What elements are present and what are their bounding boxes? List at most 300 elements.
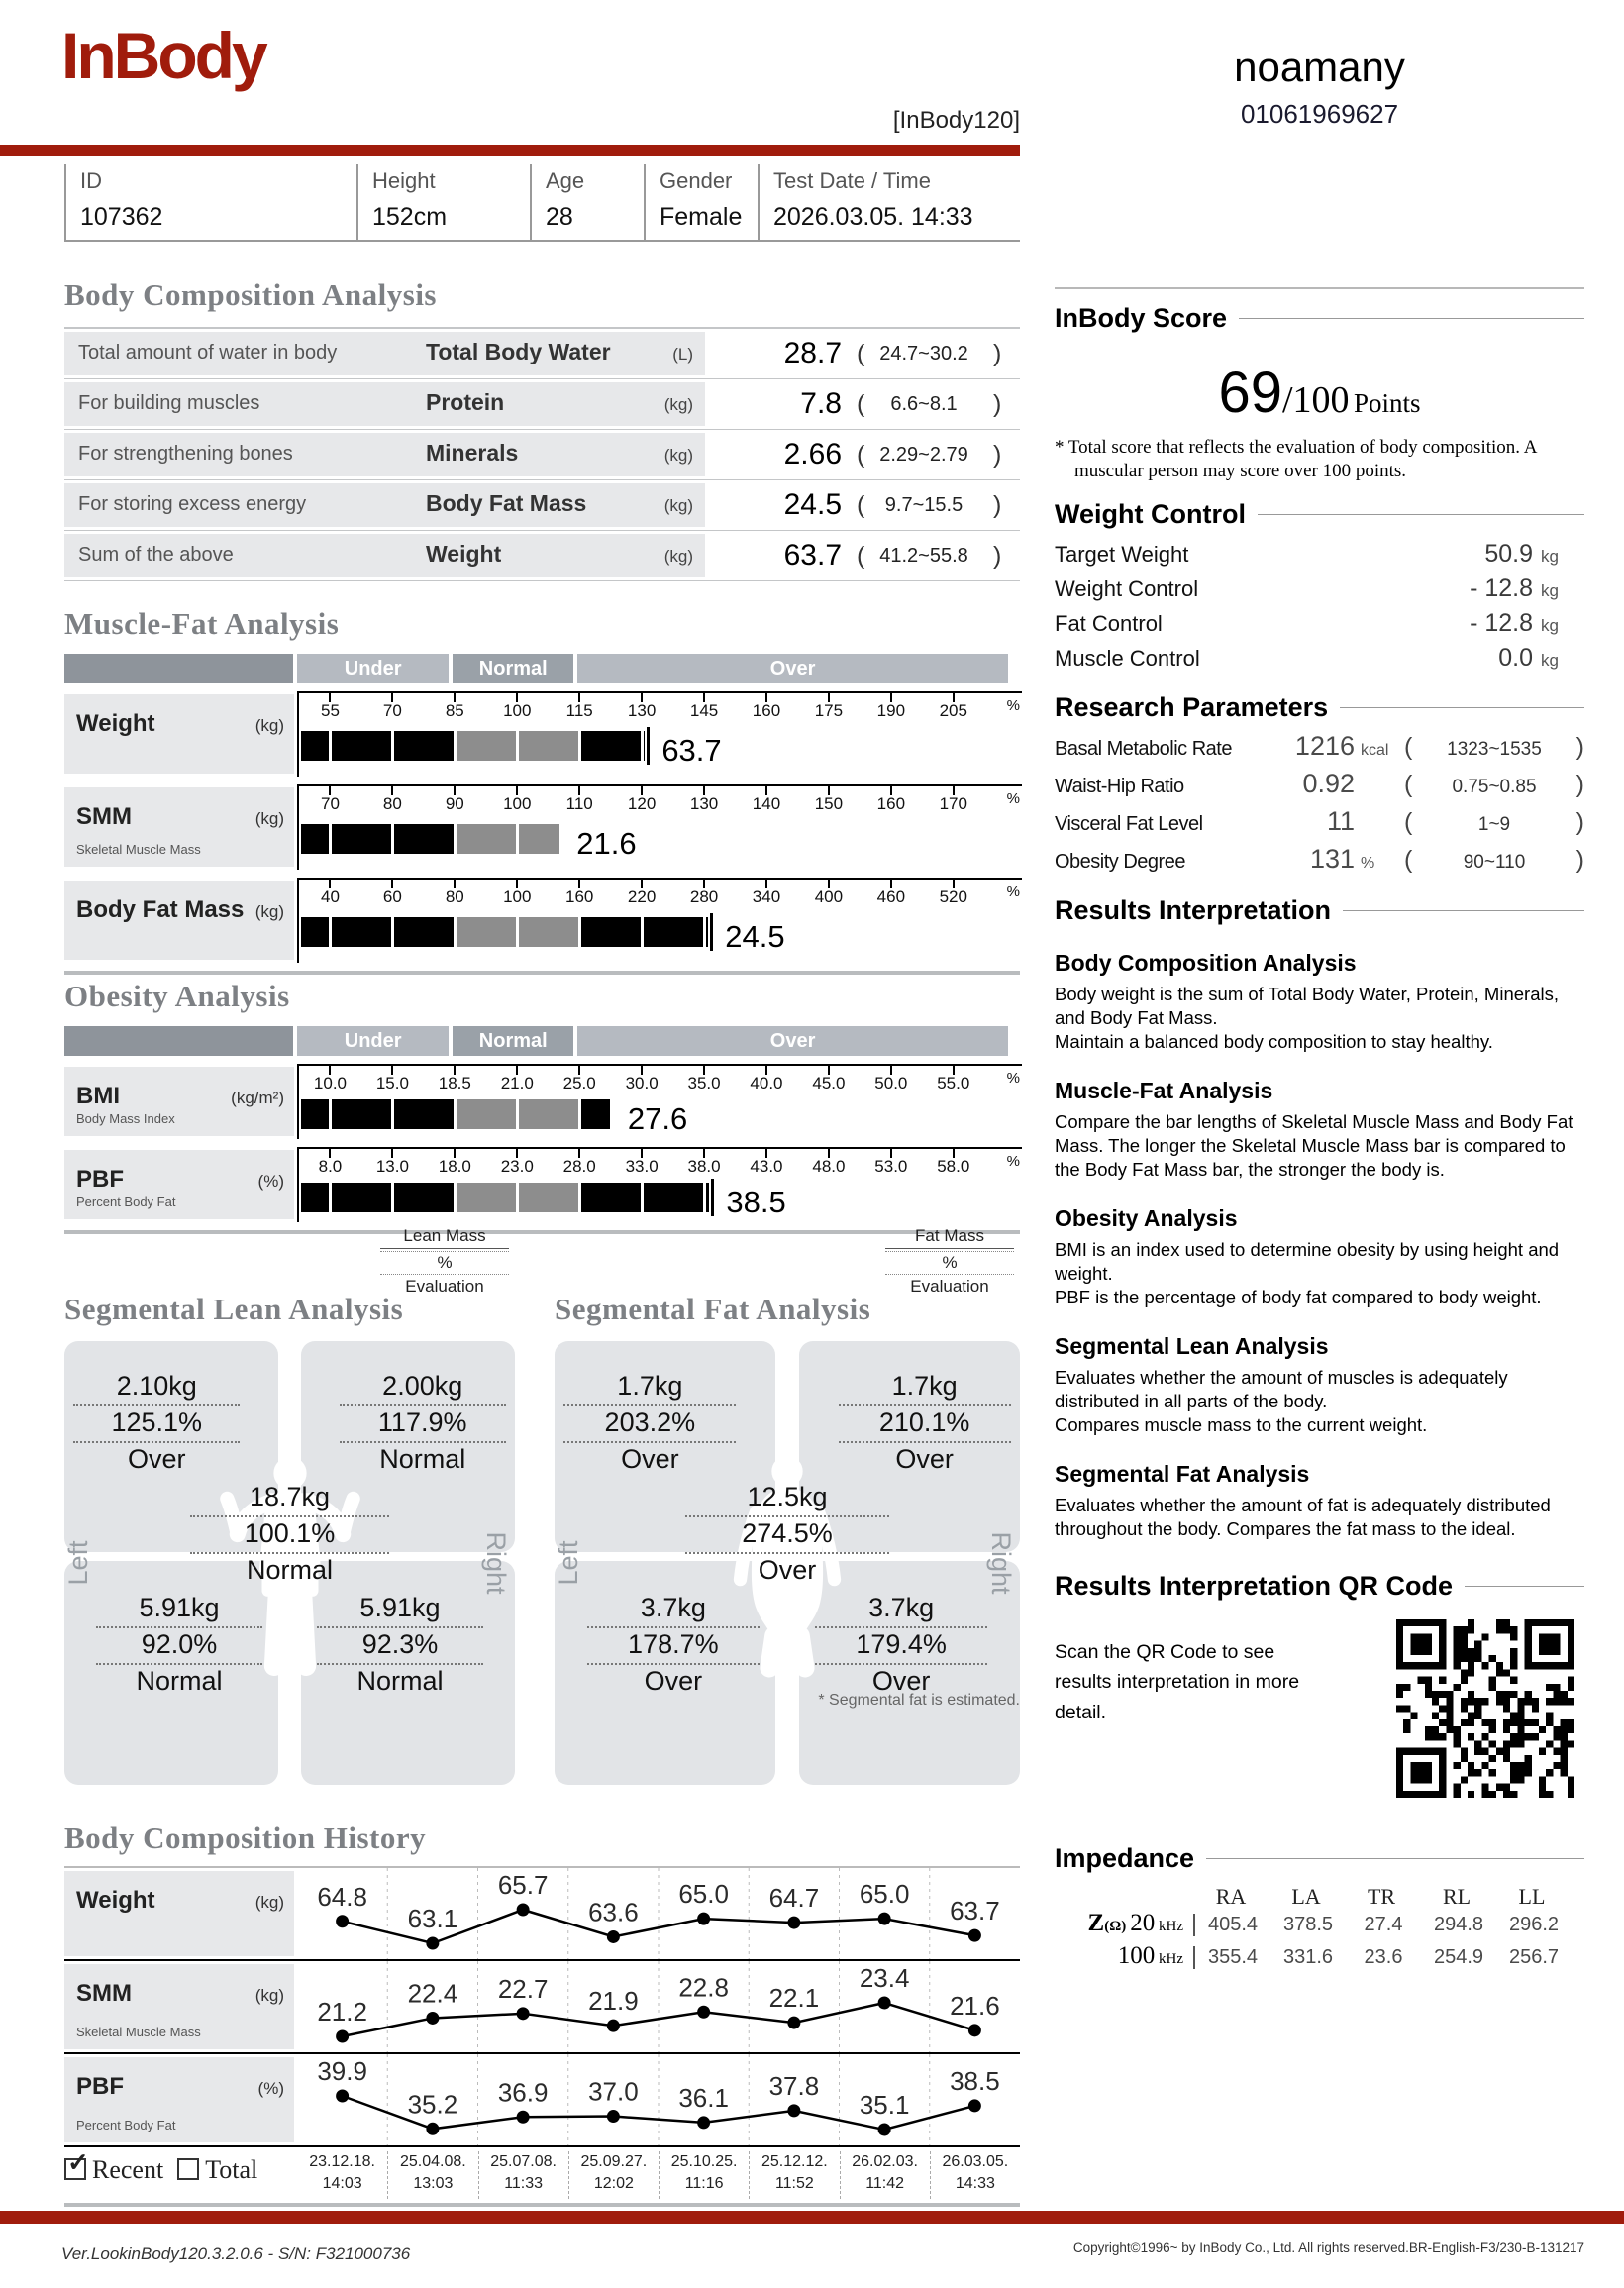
history-data-point bbox=[426, 2012, 439, 2025]
section-title-history: Body Composition History bbox=[64, 1820, 427, 1855]
axis-tick-label: 130 bbox=[627, 701, 657, 720]
history-row-name: PBF bbox=[76, 2073, 124, 2100]
bca-normal-range: 2.29~2.79 bbox=[879, 444, 968, 466]
id-field-value: 2026.03.05. 14:33 bbox=[773, 203, 973, 231]
axis-tick-label: 33.0 bbox=[625, 1157, 659, 1176]
axis-tick-label: 205 bbox=[939, 701, 967, 720]
history-data-label: 22.8 bbox=[678, 1972, 729, 2003]
axis-tick-label: 100 bbox=[503, 701, 532, 720]
id-field-value: 28 bbox=[546, 203, 573, 231]
qr-code bbox=[1396, 1619, 1574, 1803]
rp-value: 0.92 bbox=[1302, 768, 1355, 798]
history-data-label: 37.8 bbox=[768, 2070, 820, 2101]
weight-control-row bbox=[1055, 644, 1584, 678]
history-date bbox=[297, 2151, 387, 2199]
id-field-label: Age bbox=[546, 168, 585, 193]
segment-percent-value: 125.1% bbox=[73, 1406, 240, 1443]
research-parameters-heading: Research Parameters bbox=[1055, 692, 1584, 723]
interpretation-paragraph: BMI is an index used to determine obesity by using height and weight. bbox=[1055, 1238, 1560, 1284]
history-row-subname: Percent Body Fat bbox=[76, 2118, 176, 2132]
weight-control-row bbox=[1055, 574, 1584, 609]
axis-percent-label: % bbox=[1006, 697, 1020, 714]
history-data-point bbox=[336, 2090, 349, 2103]
bar-row-smm bbox=[64, 784, 1020, 870]
history-row-name: Weight bbox=[76, 1887, 155, 1914]
segment-evaluation: Over bbox=[895, 1444, 954, 1475]
bar-segment bbox=[581, 917, 641, 947]
bar-value: 38.5 bbox=[726, 1185, 786, 1219]
right-column-divider bbox=[1055, 287, 1584, 289]
mf-rows bbox=[64, 691, 1020, 963]
history-data-point bbox=[968, 2024, 981, 2036]
segment-trunk bbox=[685, 1481, 890, 1589]
segment-arm-left bbox=[563, 1370, 736, 1478]
bar-row-label bbox=[64, 1067, 294, 1136]
bar-row-body-fat-mass bbox=[64, 878, 1020, 963]
bar-row-label bbox=[64, 881, 294, 960]
axis-tick-label: 13.0 bbox=[375, 1157, 409, 1176]
wc-unit: kg bbox=[1541, 580, 1559, 600]
axis-tick-label: 18.5 bbox=[438, 1074, 471, 1092]
axis-percent-label: % bbox=[1006, 884, 1020, 900]
segment-mass-value: 3.7kg bbox=[587, 1592, 760, 1628]
history-data-label: 65.0 bbox=[678, 1879, 729, 1910]
bca-paren-close: ) bbox=[993, 542, 1002, 570]
history-data-point bbox=[336, 2030, 349, 2043]
bar-row-bmi bbox=[64, 1064, 1020, 1139]
patient-phone: 01061969627 bbox=[1240, 99, 1399, 129]
bar-endcap bbox=[647, 727, 650, 765]
bar-segment bbox=[457, 731, 516, 761]
bar-segment bbox=[706, 917, 708, 947]
history-data-point bbox=[968, 2099, 981, 2112]
axis-tick-label: 55 bbox=[320, 701, 340, 720]
segment-trunk bbox=[190, 1481, 388, 1589]
history-date bbox=[840, 2151, 930, 2199]
bca-value: 2.66 bbox=[783, 438, 842, 470]
segment-arm-left bbox=[73, 1370, 240, 1478]
segment-arm-right bbox=[340, 1370, 506, 1478]
history-data-label: 35.1 bbox=[859, 2090, 910, 2120]
axis-tick-label: 85 bbox=[445, 701, 464, 720]
segment-percent-value: 92.3% bbox=[317, 1628, 483, 1665]
history-row-plot bbox=[297, 1868, 1020, 1959]
axis-tick-label: 160 bbox=[752, 701, 781, 720]
rp-range-value: 90~110 bbox=[1463, 851, 1526, 873]
history-data-point bbox=[878, 1997, 891, 2010]
segment-mass-value: 2.00kg bbox=[340, 1370, 506, 1406]
segment-arm-right bbox=[839, 1370, 1011, 1478]
wc-label: Fat Control bbox=[1055, 610, 1163, 636]
bar-row-unit: (kg) bbox=[254, 809, 284, 828]
bar-segment bbox=[301, 731, 329, 761]
axis-percent-label: % bbox=[1006, 790, 1020, 807]
impedance-header-row bbox=[1055, 1884, 1584, 1910]
bar-segment bbox=[519, 1099, 578, 1129]
bar-segment bbox=[519, 824, 559, 854]
total-label: Total bbox=[205, 2155, 258, 2184]
research-parameter-row bbox=[1055, 769, 1584, 806]
history-row-plot bbox=[297, 1961, 1020, 2052]
segment-mass-value: 1.7kg bbox=[839, 1370, 1011, 1406]
segment-leg-left bbox=[587, 1592, 760, 1700]
interpretation-paragraph: Evaluates whether the amount of fat is adequately distributed throughout the body. Compares the fat mass to the ideal. bbox=[1055, 1495, 1551, 1540]
history-data-label: 35.2 bbox=[407, 2089, 458, 2120]
history-row-label bbox=[64, 1871, 294, 1956]
rp-range-value: 0.75~0.85 bbox=[1452, 776, 1537, 797]
history-data-point bbox=[787, 2017, 800, 2029]
bar-row-unit: (kg/m²) bbox=[231, 1089, 284, 1107]
bar-segment bbox=[581, 1183, 641, 1212]
bar-segment bbox=[301, 1099, 329, 1129]
history-line-chart bbox=[297, 1868, 1020, 1959]
bca-paren-open: ( bbox=[857, 390, 865, 418]
axis-tick-label: 220 bbox=[627, 887, 657, 906]
axis-tick-label: 70 bbox=[382, 701, 402, 720]
rp-paren-close: ) bbox=[1575, 845, 1584, 874]
impedance-value: 27.4 bbox=[1364, 1914, 1403, 1936]
impedance-frequency: 20 bbox=[1130, 1910, 1156, 1937]
rp-paren-open: ( bbox=[1404, 732, 1413, 761]
history-data-label: 21.6 bbox=[950, 1990, 1000, 2021]
check-icon: ✓ bbox=[67, 2148, 89, 2177]
bar-row-name: Weight bbox=[76, 710, 155, 737]
seg-legend bbox=[380, 1226, 509, 1297]
impedance-value: 23.6 bbox=[1364, 1946, 1403, 1969]
impedance-heading: Impedance bbox=[1055, 1843, 1584, 1874]
bca-value: 24.5 bbox=[783, 488, 842, 521]
axis-tick-label: 115 bbox=[565, 701, 593, 720]
axis-tick-label: 520 bbox=[939, 887, 967, 906]
segment-mass-value: 5.91kg bbox=[96, 1592, 262, 1628]
seg-legend-percent-label: % bbox=[885, 1251, 1014, 1275]
interpretation-paragraph: Evaluates whether the amount of muscles is adequately distributed in all parts of the body. bbox=[1055, 1366, 1508, 1411]
axis-tick-label: 130 bbox=[689, 794, 719, 813]
section-title-segmental-lean: Segmental Lean Analysis bbox=[64, 1292, 404, 1326]
history-row-unit: (%) bbox=[257, 2079, 284, 2098]
bca-normal-range: 9.7~15.5 bbox=[884, 494, 964, 516]
patient-name: noamany bbox=[1234, 44, 1405, 90]
bca-row-protein bbox=[64, 379, 1020, 430]
bar-segment bbox=[457, 1099, 516, 1129]
bar-segment bbox=[457, 824, 516, 854]
bar-segment bbox=[332, 917, 391, 947]
bar-segment bbox=[457, 1183, 516, 1212]
interpretation-paragraph: Body weight is the sum of Total Body Water, Protein, Minerals, and Body Fat Mass. bbox=[1055, 983, 1559, 1028]
wc-unit: kg bbox=[1541, 650, 1559, 670]
impedance-value: 254.9 bbox=[1433, 1946, 1484, 1969]
side-label-right: Right bbox=[985, 1531, 1016, 1595]
id-field-id bbox=[64, 164, 356, 240]
history-data-label: 23.4 bbox=[859, 1963, 910, 1993]
history-dates-row bbox=[64, 2147, 1020, 2207]
history-data-point bbox=[787, 2104, 800, 2117]
axis-tick-label: 140 bbox=[752, 794, 781, 813]
history-data-point bbox=[607, 1930, 620, 1943]
score-points-label: Points bbox=[1354, 388, 1421, 418]
segment-leg-right bbox=[317, 1592, 483, 1700]
bca-row-body-fat-mass bbox=[64, 480, 1020, 531]
axis-tick-label: 48.0 bbox=[812, 1157, 846, 1176]
zone-normal: Normal bbox=[453, 654, 573, 683]
bca-description: For storing excess energy bbox=[78, 493, 307, 515]
rp-value: 11 bbox=[1326, 805, 1355, 836]
history-data-label: 21.2 bbox=[317, 1997, 367, 2027]
footer-red-band bbox=[0, 2211, 1624, 2224]
bar-row-subname: Skeletal Muscle Mass bbox=[76, 842, 201, 857]
history-data-label: 39.9 bbox=[317, 2056, 367, 2086]
bca-unit: (kg) bbox=[663, 395, 693, 414]
zone-blank bbox=[64, 1026, 293, 1056]
rp-normal-range bbox=[1404, 808, 1584, 837]
wc-unit: kg bbox=[1541, 546, 1559, 566]
bca-row-weight bbox=[64, 531, 1020, 581]
impedance-value: 294.8 bbox=[1433, 1914, 1484, 1936]
results-interpretation-sections bbox=[1055, 950, 1584, 1542]
muscle-fat-analysis-section bbox=[64, 606, 1020, 975]
axis-tick-label: 28.0 bbox=[562, 1157, 596, 1176]
zone-over: Over bbox=[577, 1026, 1008, 1056]
qr-block bbox=[1055, 1612, 1584, 1820]
axis-tick-label: 60 bbox=[382, 887, 402, 906]
bca-paren-open: ( bbox=[857, 542, 865, 570]
bca-unit: (kg) bbox=[663, 547, 693, 566]
segmental-panel bbox=[555, 1341, 1020, 1785]
axis-tick-label: 53.0 bbox=[874, 1157, 908, 1176]
bca-paren-close: ) bbox=[993, 491, 1002, 519]
total-checkbox[interactable] bbox=[177, 2158, 199, 2180]
right-column bbox=[1055, 303, 1584, 1975]
impedance-row-100khz bbox=[1055, 1942, 1584, 1975]
bar-segment bbox=[706, 1183, 709, 1212]
axis-tick-label: 58.0 bbox=[937, 1157, 970, 1176]
history-data-point bbox=[878, 1913, 891, 1925]
segment-mass-value: 18.7kg bbox=[190, 1481, 388, 1517]
history-data-label: 22.1 bbox=[768, 1983, 820, 2014]
impedance-row-20khz bbox=[1055, 1910, 1584, 1942]
impedance-col-la: LA bbox=[1291, 1884, 1321, 1910]
research-parameter-rows bbox=[1055, 731, 1584, 882]
bar-row-label bbox=[64, 1150, 294, 1219]
impedance-header-spacer bbox=[1055, 1884, 1193, 1910]
history-row-weight bbox=[64, 1868, 1020, 1961]
zone-blank bbox=[64, 654, 293, 683]
bar-segment bbox=[332, 1099, 391, 1129]
bca-normal-range: 6.6~8.1 bbox=[890, 393, 958, 415]
rp-paren-close: ) bbox=[1575, 807, 1584, 836]
history-row-unit: (kg) bbox=[254, 1986, 284, 2005]
interpretation-subheading: Segmental Fat Analysis bbox=[1055, 1461, 1310, 1488]
bar-segment bbox=[301, 1183, 329, 1212]
weight-control-heading: Weight Control bbox=[1055, 499, 1584, 530]
zone-normal: Normal bbox=[453, 1026, 573, 1056]
impedance-value: 355.4 bbox=[1207, 1946, 1259, 1969]
bar-segment bbox=[394, 917, 454, 947]
rp-normal-range bbox=[1404, 846, 1584, 875]
axis-tick-label: 45.0 bbox=[812, 1074, 846, 1092]
axis-percent-label: % bbox=[1006, 1070, 1020, 1087]
bar-row-label bbox=[64, 694, 294, 774]
rp-paren-close: ) bbox=[1575, 732, 1584, 761]
history-data-label: 63.1 bbox=[407, 1904, 458, 1933]
axis-tick-label: 43.0 bbox=[750, 1157, 783, 1176]
axis-tick-label: 460 bbox=[876, 887, 906, 906]
history-data-label: 21.9 bbox=[588, 1986, 639, 2017]
history-date-value: 25.04.08. bbox=[400, 2153, 466, 2170]
impedance-values bbox=[1193, 1946, 1572, 1969]
segment-mass-value: 2.10kg bbox=[73, 1370, 240, 1406]
score-number: 69 bbox=[1218, 361, 1282, 425]
interpretation-paragraph: Compare the bar lengths of Skeletal Muscle Mass and Body Fat Mass. The longer the Skeletal Muscle Mass bar is compared to the Body Fat Mass bar, the stronger the body is. bbox=[1055, 1110, 1573, 1180]
rp-paren-open: ( bbox=[1404, 770, 1413, 798]
axis-tick-label: 23.0 bbox=[500, 1157, 534, 1176]
wc-value: - 12.8 bbox=[1470, 608, 1533, 637]
history-data-point bbox=[697, 2116, 710, 2129]
axis-tick-label: 30.0 bbox=[625, 1074, 659, 1092]
impedance-symbol: Z bbox=[1087, 1910, 1105, 1937]
rp-label: Visceral Fat Level bbox=[1055, 812, 1203, 835]
history-line-chart bbox=[297, 2054, 1020, 2145]
axis-tick-label: 190 bbox=[876, 701, 906, 720]
id-field-gender bbox=[644, 164, 758, 240]
axis-tick-label: 400 bbox=[814, 887, 844, 906]
bar-value: 24.5 bbox=[725, 919, 785, 954]
impedance-table bbox=[1055, 1884, 1584, 1975]
axis-tick-label: 145 bbox=[689, 701, 719, 720]
history-row-unit: (kg) bbox=[254, 1893, 284, 1912]
history-data-point bbox=[336, 1915, 349, 1927]
score-note: * Total score that reflects the evaluation of body composition. A muscular person may score over 100 points. bbox=[1055, 437, 1537, 481]
bca-paren-close: ) bbox=[993, 340, 1002, 367]
bar-segment bbox=[581, 1099, 611, 1129]
bca-description: Sum of the above bbox=[78, 544, 234, 566]
segment-evaluation: Normal bbox=[356, 1666, 444, 1697]
id-field-label: ID bbox=[80, 168, 102, 193]
history-date-value: 25.09.27. bbox=[580, 2153, 648, 2170]
rp-label: Waist-Hip Ratio bbox=[1055, 775, 1184, 797]
impedance-frequency: 100 bbox=[1117, 1942, 1156, 1970]
bar-plot bbox=[297, 1147, 1022, 1222]
id-field-label: Gender bbox=[660, 168, 733, 193]
bar-row-subname: Percent Body Fat bbox=[76, 1195, 176, 1209]
qr-heading: Results Interpretation QR Code bbox=[1055, 1571, 1584, 1602]
axis-tick-label: 40 bbox=[320, 887, 340, 906]
history-row-plot bbox=[297, 2054, 1020, 2145]
research-parameter-row bbox=[1055, 806, 1584, 844]
history-data-point bbox=[607, 2110, 620, 2123]
history-time-value: 11:16 bbox=[684, 2175, 724, 2192]
impedance-value: 378.5 bbox=[1282, 1914, 1334, 1936]
rp-label: Obesity Degree bbox=[1055, 850, 1185, 873]
axis-tick-label: 21.0 bbox=[500, 1074, 534, 1092]
impedance-col-ll: LL bbox=[1518, 1884, 1546, 1910]
axis-tick-label: 25.0 bbox=[562, 1074, 596, 1092]
rp-range-value: 1~9 bbox=[1477, 813, 1511, 835]
research-parameter-row bbox=[1055, 731, 1584, 769]
bca-label: Minerals bbox=[426, 440, 519, 466]
history-row-pbf bbox=[64, 2054, 1020, 2147]
bar-segment bbox=[394, 824, 454, 854]
rp-normal-range bbox=[1404, 733, 1584, 762]
bar-segment bbox=[394, 731, 454, 761]
mf-zone-header bbox=[64, 654, 1020, 683]
id-field-age bbox=[530, 164, 644, 240]
bca-paren-open: ( bbox=[857, 340, 865, 367]
axis-tick-label: 175 bbox=[814, 701, 844, 720]
footer-version: Ver.LookinBody120.3.2.0.6 - S/N: F321000736 bbox=[61, 2244, 411, 2263]
axis-percent-label: % bbox=[1006, 1153, 1020, 1170]
segmental-fat-analysis bbox=[555, 1226, 1020, 1785]
bar-segment bbox=[457, 917, 516, 947]
history-data-label: 36.9 bbox=[497, 2077, 549, 2108]
segment-percent-value: 210.1% bbox=[839, 1406, 1011, 1443]
history-data-point bbox=[426, 1937, 439, 1950]
impedance-value: 256.7 bbox=[1508, 1946, 1560, 1969]
history-row-label bbox=[64, 1964, 294, 2049]
bca-description: For strengthening bones bbox=[78, 443, 293, 465]
axis-tick-label: 18.0 bbox=[438, 1157, 471, 1176]
weight-control-row bbox=[1055, 609, 1584, 644]
axis-tick-label: 340 bbox=[752, 887, 781, 906]
history-time-value: 14:33 bbox=[955, 2175, 995, 2192]
history-time-value: 11:33 bbox=[504, 2175, 544, 2192]
bca-description: Total amount of water in body bbox=[78, 342, 338, 364]
zone-over: Over bbox=[577, 654, 1008, 683]
bar-value: 27.6 bbox=[627, 1101, 688, 1136]
history-time-value: 11:52 bbox=[774, 2175, 814, 2192]
history-date-value: 25.12.12. bbox=[761, 2153, 828, 2170]
bca-value: 63.7 bbox=[783, 539, 842, 572]
impedance-frequency-unit: kHz bbox=[1155, 1951, 1183, 1968]
history-data-label: 63.7 bbox=[950, 1896, 1000, 1926]
recent-checkbox[interactable] bbox=[64, 2148, 89, 2180]
bar-segment bbox=[394, 1183, 454, 1212]
axis-tick-label: 80 bbox=[382, 794, 402, 813]
inbody-logo: InBody bbox=[61, 19, 265, 92]
history-data-label: 22.4 bbox=[407, 1978, 458, 2009]
id-field-label: Height bbox=[372, 168, 436, 193]
seg-legend-mass-label: Fat Mass bbox=[885, 1226, 1014, 1249]
rp-paren-open: ( bbox=[1404, 807, 1413, 836]
bar-endcap bbox=[710, 913, 713, 951]
bca-normal-range: 41.2~55.8 bbox=[879, 545, 968, 567]
bca-description: For building muscles bbox=[78, 392, 260, 414]
history-date bbox=[930, 2151, 1020, 2199]
inbody-score-value bbox=[1055, 360, 1584, 426]
side-label-right: Right bbox=[480, 1531, 511, 1595]
bar-segment bbox=[332, 731, 391, 761]
interpretation-paragraph: Compares muscle mass to the current weight. bbox=[1055, 1414, 1428, 1436]
bca-normal-range: 24.7~30.2 bbox=[879, 343, 968, 364]
bca-paren-close: ) bbox=[993, 441, 1002, 468]
interpretation-subheading: Segmental Lean Analysis bbox=[1055, 1332, 1329, 1359]
history-data-label: 65.0 bbox=[859, 1879, 910, 1910]
bar-segment bbox=[301, 917, 329, 947]
history-date-value: 26.02.03. bbox=[852, 2153, 918, 2170]
axis-tick-label: 15.0 bbox=[375, 1074, 409, 1092]
history-data-point bbox=[426, 2123, 439, 2135]
seg-legend-eval-label: Evaluation bbox=[405, 1277, 484, 1296]
wc-label: Target Weight bbox=[1055, 541, 1189, 567]
segment-percent-value: 203.2% bbox=[563, 1406, 736, 1443]
interpretation-subheading: Muscle-Fat Analysis bbox=[1055, 1077, 1273, 1103]
axis-tick-label: 100 bbox=[503, 887, 532, 906]
axis-tick-label: 35.0 bbox=[687, 1074, 721, 1092]
ob-rows bbox=[64, 1064, 1020, 1222]
score-denominator: /100 bbox=[1281, 379, 1350, 421]
bar-segment bbox=[394, 1099, 454, 1129]
segmental-lean-analysis bbox=[64, 1226, 515, 1785]
